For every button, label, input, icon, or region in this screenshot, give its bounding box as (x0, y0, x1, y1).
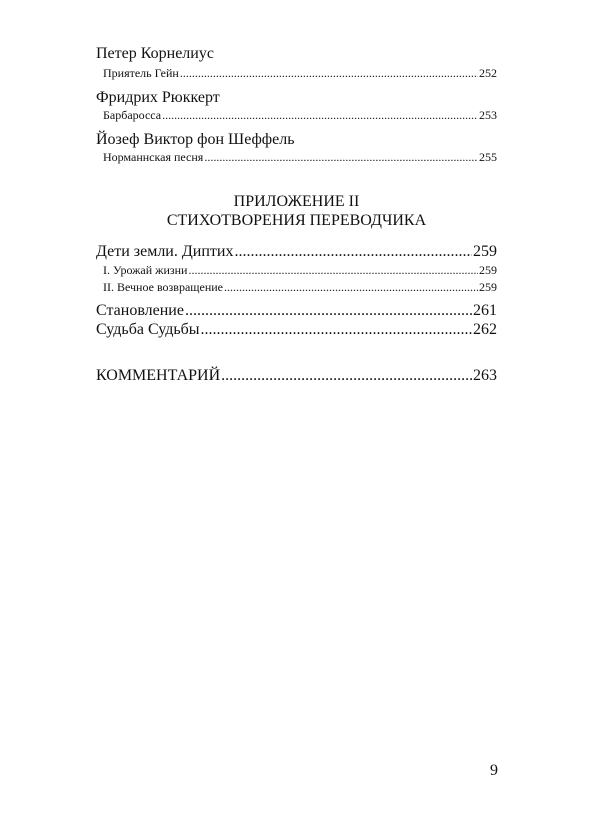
toc-entry[interactable] (96, 150, 497, 164)
dot-leader (162, 108, 478, 122)
entry-title: Судьба Судьбы (96, 321, 200, 338)
author-heading: Йозеф Виктор фон Шеффель (96, 131, 295, 148)
entry-page: 252 (479, 66, 497, 80)
dot-leader (180, 66, 478, 80)
entry-title: I. Урожай жизни (103, 263, 188, 277)
entry-page: 259 (479, 263, 497, 277)
entry-page: 253 (479, 108, 497, 122)
entry-title: Становление (96, 302, 184, 319)
toc-entry[interactable] (96, 302, 497, 320)
toc-entry[interactable] (96, 66, 497, 80)
dot-leader (188, 263, 478, 277)
entry-page: 262 (473, 321, 497, 338)
toc-subentry[interactable] (96, 263, 497, 277)
entry-title: II. Вечное возвращение (103, 280, 224, 294)
toc-entry-commentary[interactable] (96, 367, 497, 385)
toc-entry[interactable] (96, 321, 497, 339)
dot-leader (201, 321, 472, 339)
entry-title: Норманнская песня (103, 150, 204, 164)
entry-page: 259 (479, 280, 497, 294)
toc-entry[interactable] (96, 108, 497, 122)
author-heading: Петер Корнелиус (96, 45, 214, 62)
appendix-heading: ПРИЛОЖЕНИЕ II (233, 193, 360, 210)
dot-leader (185, 302, 472, 320)
toc-entry[interactable] (96, 243, 497, 261)
author-heading: Фридрих Рюккерт (96, 89, 220, 106)
appendix-subheading: СТИХОТВОРЕНИЯ ПЕРЕВОДЧИКА (166, 212, 427, 229)
entry-title: Барбаросса (103, 108, 162, 122)
dot-leader (234, 243, 472, 261)
entry-page: 259 (473, 243, 497, 260)
table-of-contents (96, 0, 497, 827)
entry-page: 263 (473, 367, 497, 384)
entry-title: Дети земли. Диптих (96, 243, 234, 260)
dot-leader (204, 150, 478, 164)
dot-leader (221, 367, 472, 385)
entry-title: Приятель Гейн (103, 66, 179, 80)
toc-subentry[interactable] (96, 280, 497, 294)
dot-leader (224, 280, 478, 294)
entry-page: 255 (479, 150, 497, 164)
entry-title: КОММЕНТАРИЙ (96, 367, 221, 384)
entry-page: 261 (473, 302, 497, 319)
page-number: 9 (490, 762, 498, 779)
